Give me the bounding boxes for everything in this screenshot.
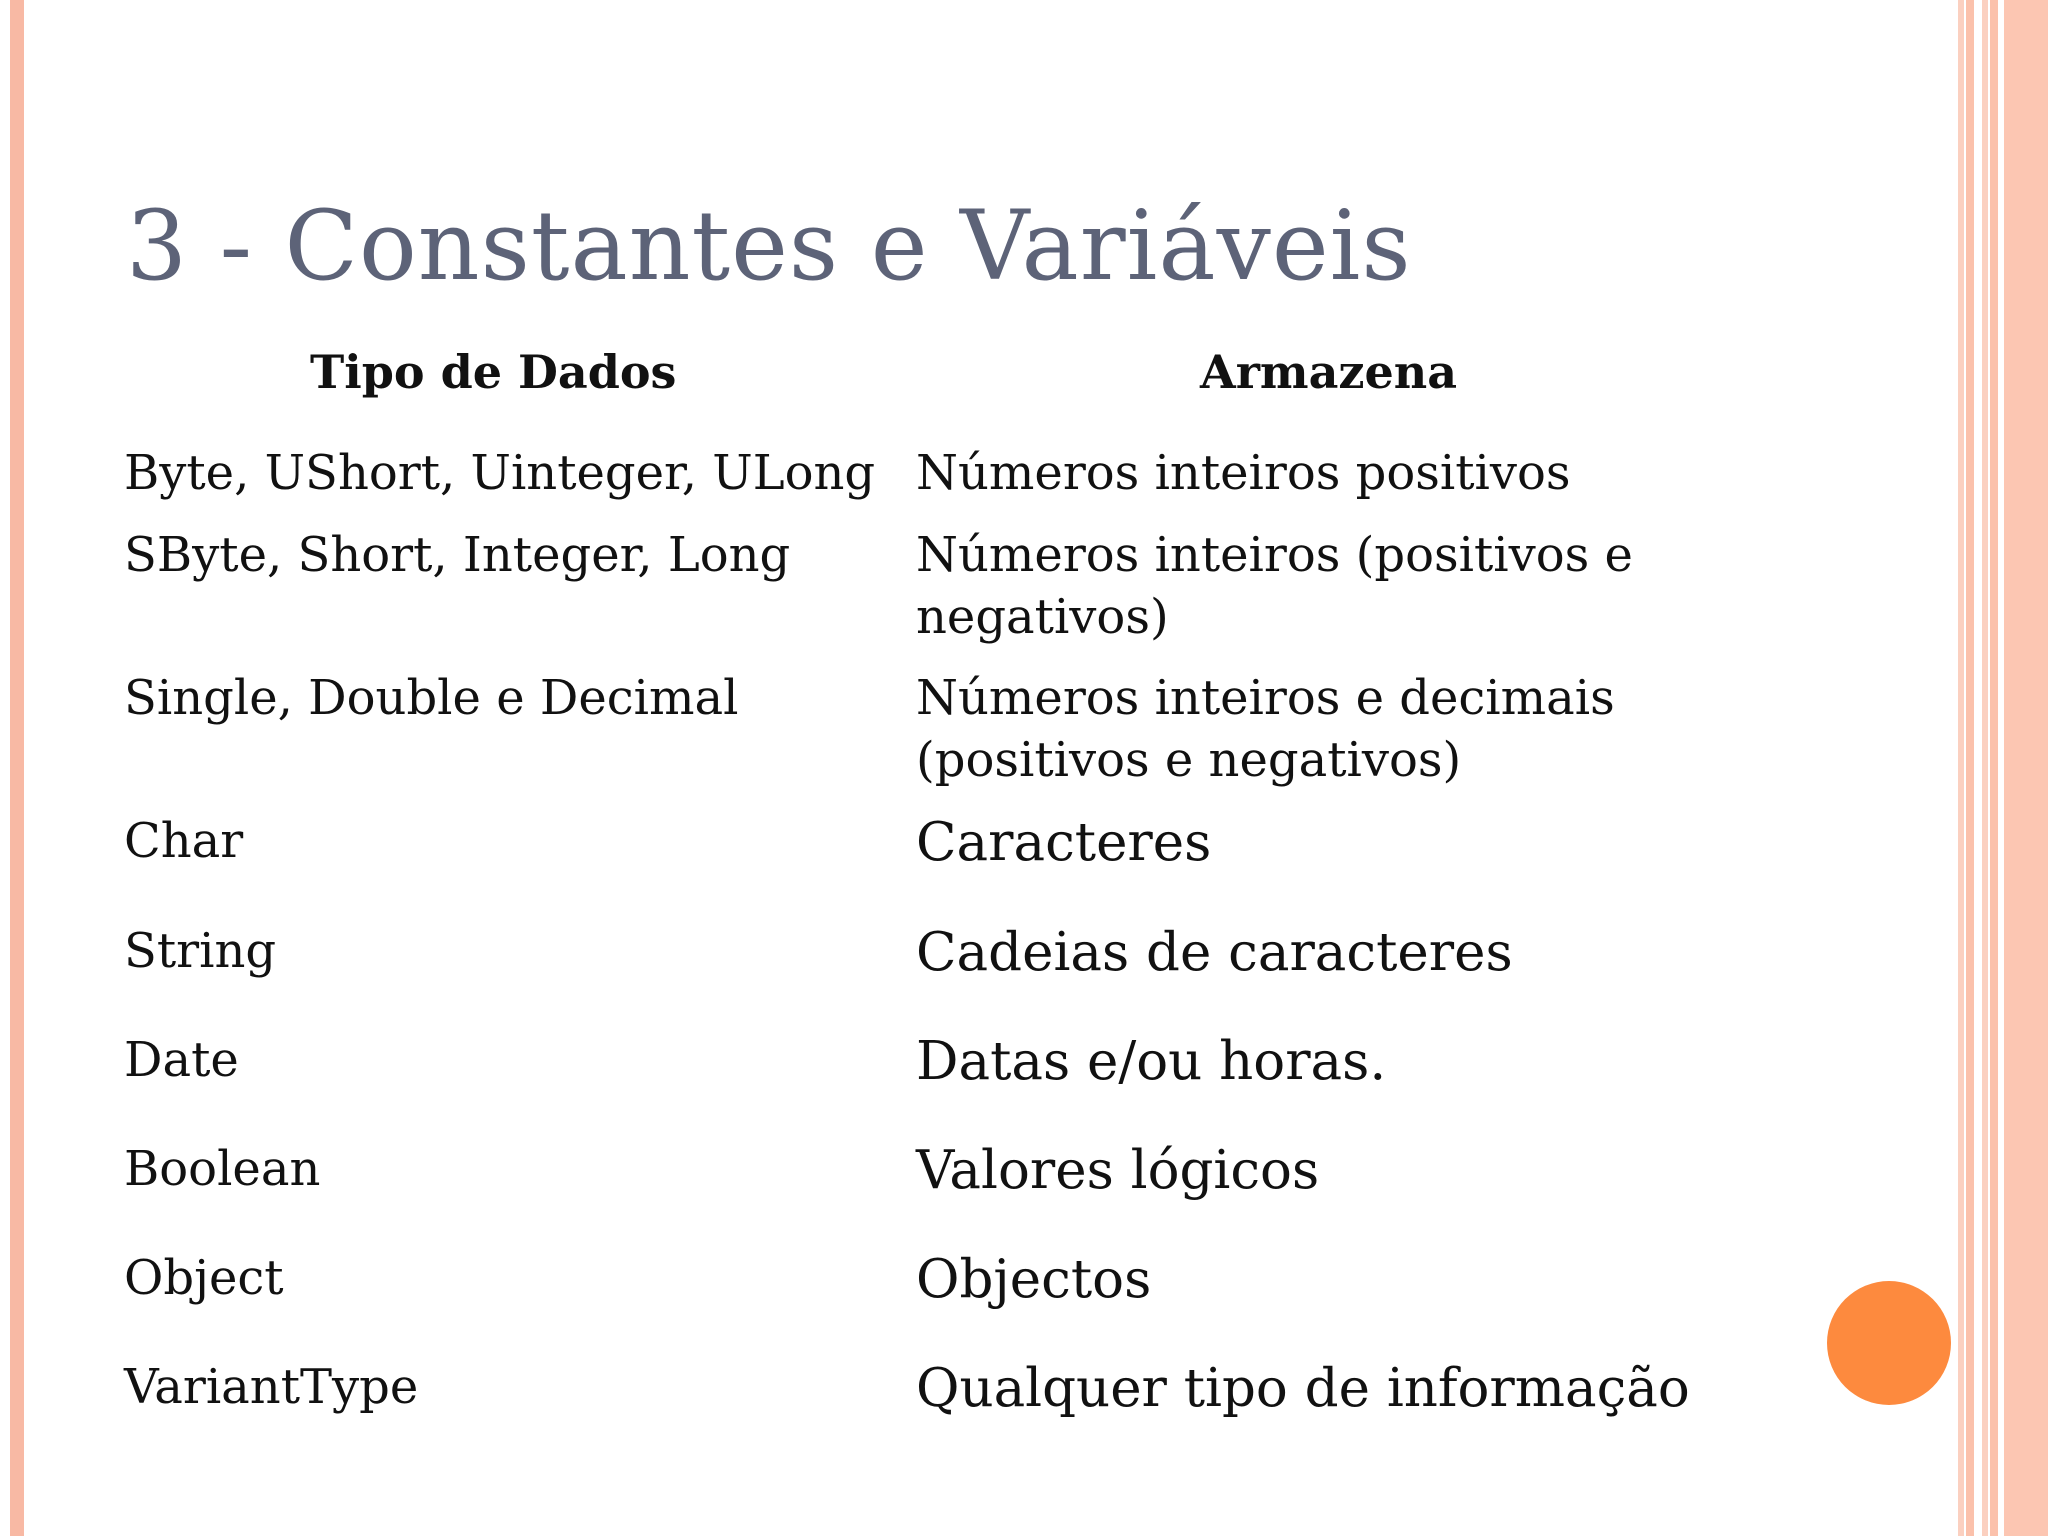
right-border-stripe xyxy=(1966,0,1974,1536)
right-border-stripe xyxy=(1982,0,1988,1536)
row-3-type: Single, Double e Decimal xyxy=(124,670,739,726)
column-header-store: Armazena xyxy=(1200,345,1458,399)
row-1-type: Byte, UShort, Uinteger, ULong xyxy=(124,445,876,501)
right-border-stripe xyxy=(2004,0,2048,1536)
right-border-stripe xyxy=(1990,0,1998,1536)
row-7-store: Valores lógicos xyxy=(916,1140,1320,1201)
row-9-type: VariantType xyxy=(124,1359,419,1415)
row-4-store: Caracteres xyxy=(916,812,1212,873)
right-border-stripe xyxy=(1958,0,1964,1536)
row-1-store: Números inteiros positivos xyxy=(916,445,1571,501)
slide-title: 3 - Constantes e Variáveis xyxy=(126,190,1412,302)
row-7-type: Boolean xyxy=(124,1141,321,1197)
left-border-stripe xyxy=(10,0,24,1536)
row-2-type: SByte, Short, Integer, Long xyxy=(124,527,791,583)
accent-circle xyxy=(1827,1281,1951,1405)
row-6-store: Datas e/ou horas. xyxy=(916,1031,1387,1092)
row-8-store: Objectos xyxy=(916,1249,1152,1310)
row-3-store: Números inteiros e decimais (positivos e negativos) xyxy=(916,670,1615,788)
row-4-type: Char xyxy=(124,813,244,869)
row-6-type: Date xyxy=(124,1032,239,1088)
row-9-store: Qualquer tipo de informação xyxy=(916,1358,1690,1419)
row-5-type: String xyxy=(124,923,277,979)
row-2-store: Números inteiros (positivos e negativos) xyxy=(916,527,1633,645)
row-8-type: Object xyxy=(124,1250,284,1306)
column-header-type: Tipo de Dados xyxy=(310,345,677,399)
row-5-store: Cadeias de caracteres xyxy=(916,922,1513,983)
